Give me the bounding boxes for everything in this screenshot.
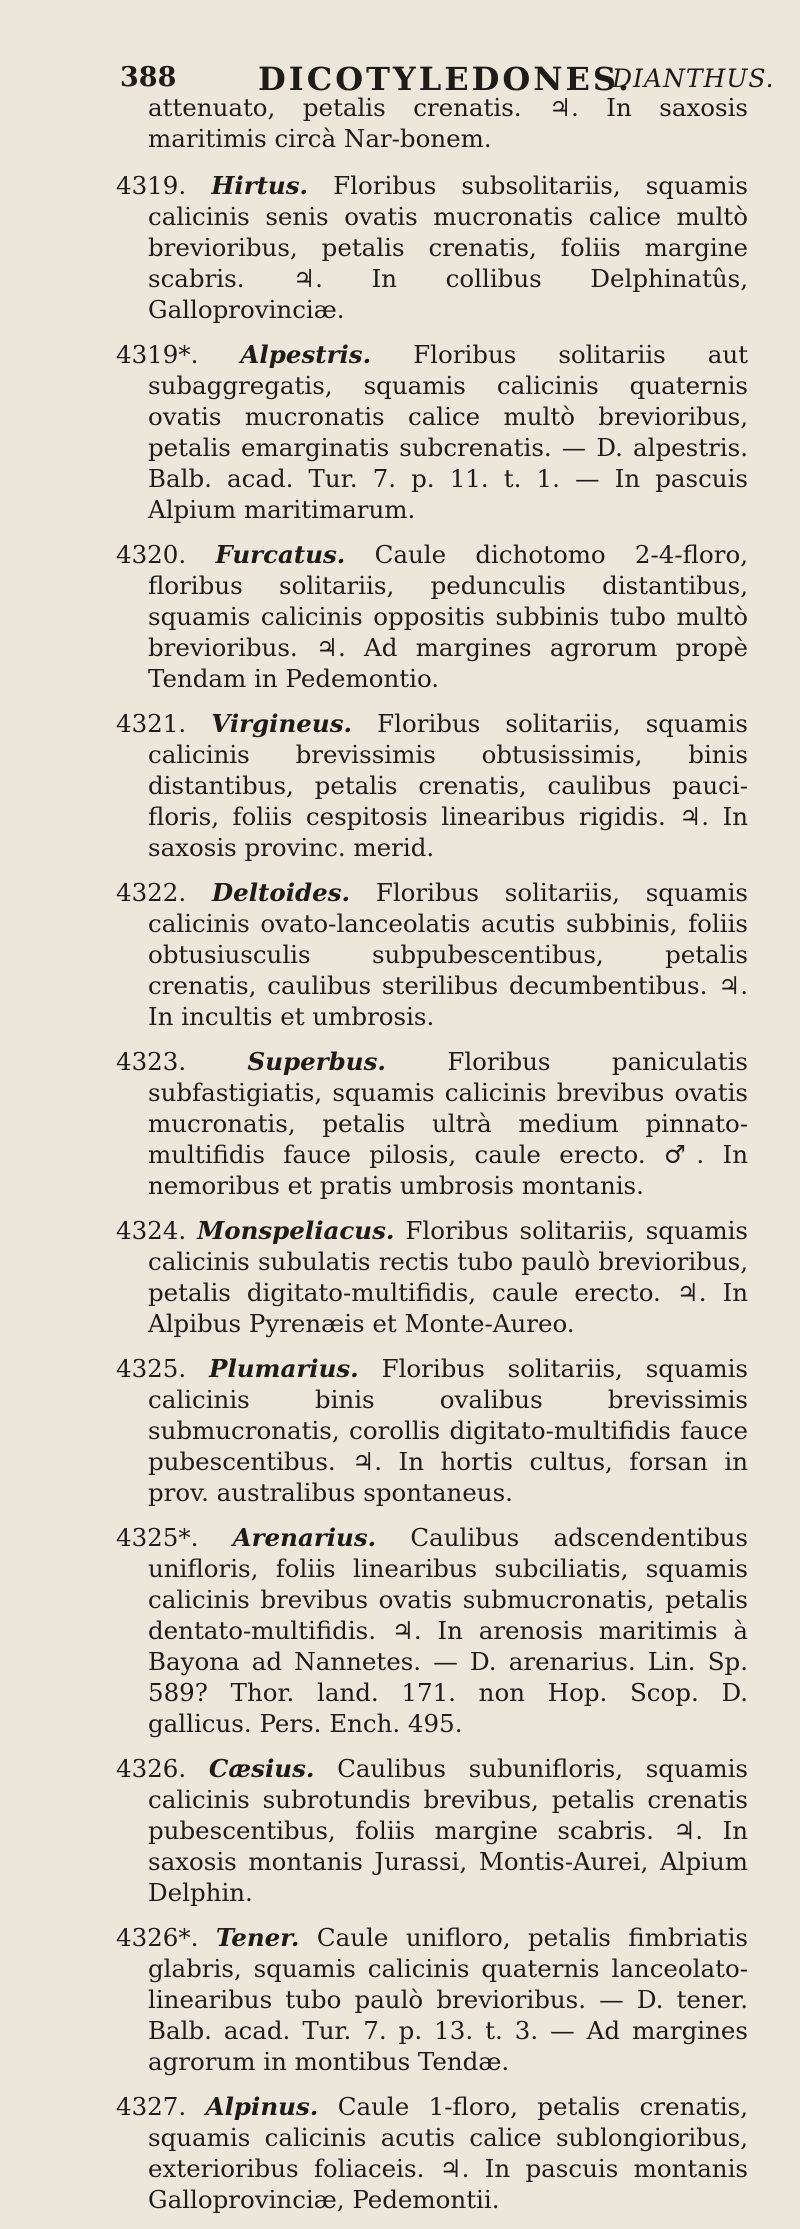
species-entry (116, 1922, 748, 2077)
entry-number: 4325*. (116, 1523, 199, 1552)
running-genus: DIANTHUS. (612, 64, 775, 93)
continued-text: attenuato, petalis crenatis. ♃. In saxosis maritimis circà Nar-bonem. (148, 93, 748, 153)
entry-number: 4320. (116, 540, 187, 569)
species-list (116, 170, 748, 2229)
species-description: Floribus paniculatis subfastigiatis, squamis calicinis brevibus ovatis mucronatis, petalis ultrà medium pinnato-multifidis fauce pilosis, caule erecto. ♂. In nemoribus et pratis umbrosis montanis. (148, 1047, 748, 1200)
species-name: Deltoides. (211, 878, 351, 907)
species-entry (116, 1353, 748, 1508)
entry-number: 4319*. (116, 340, 199, 369)
species-entry (116, 339, 748, 525)
entry-number: 4319. (116, 171, 187, 200)
species-description: Caule dichotomo 2-4-floro, floribus solitariis, pedunculis distantibus, squamis calicinis oppositis subbinis tubo multò brevioribus. ♃. Ad margines agrorum propè Tendam in Pedemontio. (148, 540, 749, 693)
species-description: Floribus subsolitariis, squamis calicinis senis ovatis mucronatis calice multò brevioribus, petalis crenatis, foliis margine scabris. ♃. In collibus Delphinatûs, Galloprovinciæ. (148, 171, 748, 324)
running-title: DICOTYLEDONES. (258, 60, 632, 98)
species-name: Tener. (215, 1923, 300, 1952)
species-description: Floribus solitariis, squamis calicinis subulatis rectis tubo paulò brevioribus, petalis digitato-multifidis, caule erecto. ♃. In Alpibus Pyrenæis et Monte-Aureo. (148, 1216, 748, 1338)
entry-number: 4322. (116, 878, 187, 907)
species-name: Superbus. (247, 1047, 386, 1076)
species-name: Plumarius. (209, 1354, 359, 1383)
species-name: Furcatus. (215, 540, 346, 569)
species-entry (116, 1753, 748, 1908)
entry-number: 4326. (116, 1754, 187, 1783)
species-entry (116, 877, 748, 1032)
entry-number: 4326*. (116, 1923, 199, 1952)
species-name: Cæsius. (208, 1754, 315, 1783)
species-description: Caule unifloro, petalis fimbriatis glabris, squamis calicinis quaternis lanceolato-linearibus tubo paulò brevioribus. — D. tener. Balb. acad. Tur. 7. p. 13. t. 3. — Ad margines agrorum in montibus Tendæ. (148, 1923, 748, 2076)
species-entry (116, 2091, 748, 2215)
species-name: Monspeliacus. (197, 1216, 395, 1245)
species-entry (116, 539, 748, 694)
page-number: 388 (120, 62, 177, 93)
species-entry (116, 1046, 748, 1201)
entry-number: 4324. (116, 1216, 187, 1245)
species-name: Alpestris. (240, 340, 372, 369)
species-entry (116, 170, 748, 325)
species-description: Floribus solitariis, squamis calicinis ovato-lanceolatis acutis subbinis, foliis obtusiusculis subpubescentibus, petalis crenatis, caulibus sterilibus decumbentibus. ♃. In incultis et umbrosis. (148, 878, 748, 1031)
species-description: Caulibus adscendentibus unifloris, foliis linearibus subciliatis, squamis calicinis brevibus ovatis submucronatis, petalis dentato-multifidis. ♃. In arenosis maritimis à Bayona ad Nannetes. — D. arenarius. Lin. Sp. 589? Thor. land. 171. non Hop. Scop. D. gallicus. Pers. Ench. 495. (148, 1523, 749, 1738)
entry-number: 4323. (116, 1047, 187, 1076)
species-name: Alpinus. (205, 2092, 319, 2121)
species-entry (116, 1522, 748, 1739)
entry-number: 4321. (116, 709, 187, 738)
species-description: Floribus solitariis, squamis calicinis binis ovalibus brevissimis submucronatis, corollis digitato-multifidis fauce pubescentibus. ♃. In hortis cultus, forsan in prov. australibus spontaneus. (148, 1354, 748, 1507)
entry-number: 4325. (116, 1354, 187, 1383)
species-name: Virgineus. (211, 709, 353, 738)
species-description: Floribus solitariis aut subaggregatis, squamis calicinis quaternis ovatis mucronatis calice multò brevioribus, petalis emarginatis subcrenatis. — D. alpestris. Balb. acad. Tur. 7. p. 11. t. 1. — In pascuis Alpium maritimarum. (148, 340, 748, 524)
species-name: Hirtus. (211, 171, 309, 200)
species-description: Floribus solitariis, squamis calicinis brevissimis obtusissimis, binis distantibus, petalis crenatis, caulibus pauci-floris, foliis cespitosis linearibus rigidis. ♃. In saxosis provinc. merid. (148, 709, 748, 862)
species-entry (116, 708, 748, 863)
species-entry (116, 1215, 748, 1339)
species-name: Arenarius. (232, 1523, 377, 1552)
entry-number: 4327. (116, 2092, 187, 2121)
species-description: Caulibus subunifloris, squamis calicinis subrotundis brevibus, petalis crenatis pubescentibus, foliis margine scabris. ♃. In saxosis montanis Jurassi, Montis-Aurei, Alpium Delphin. (148, 1754, 748, 1907)
species-description: Caule 1-floro, petalis crenatis, squamis calicinis acutis calice sublongioribus, exterioribus foliaceis. ♃. In pascuis montanis Galloprovinciæ, Pedemontii. (148, 2092, 748, 2214)
